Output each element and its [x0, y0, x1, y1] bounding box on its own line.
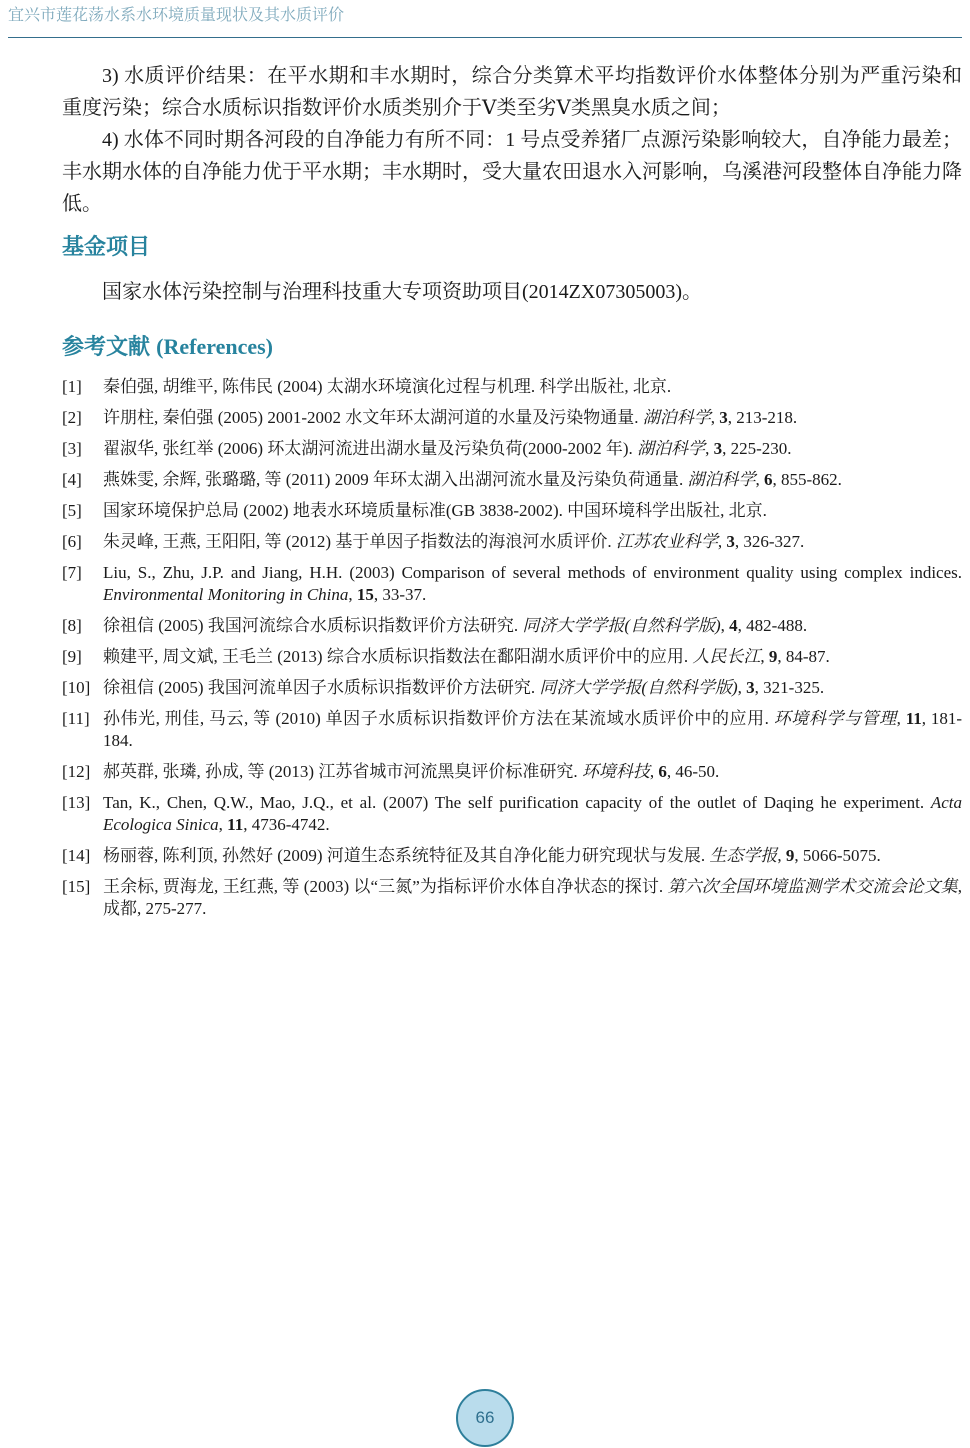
reference-label: [9]: [62, 647, 82, 666]
reference-label: [4]: [62, 470, 82, 489]
reference-label: [7]: [62, 563, 82, 582]
reference-text: 秦伯强, 胡维平, 陈伟民 (2004) 太湖水环境演化过程与机理. 科学出版社, 北京.: [103, 377, 672, 396]
reference-item: [62, 876, 962, 920]
reference-item: [62, 708, 962, 752]
reference-text: 燕姝雯, 余辉, 张璐璐, 等 (2011) 2009 年环太湖入出湖河流水量及污染负荷通量. 湖泊科学, 6, 855-862.: [103, 470, 842, 489]
reference-text: 孙伟光, 刑佳, 马云, 等 (2010) 单因子水质标识指数评价方法在某流域水质评价中的应用. 环境科学与管理, 11, 181-184.: [103, 709, 963, 750]
reference-item: [62, 376, 962, 398]
reference-label: [3]: [62, 439, 82, 458]
conclusion-paragraph-4: 4) 水体不同时期各河段的自净能力有所不同：1 号点受养猪厂点源污染影响较大，自净能力最差；丰水期水体的自净能力优于平水期；丰水期时，受大量农田退水入河影响，乌溪港河段整体自净能力降低。: [62, 129, 962, 215]
reference-item: [62, 845, 962, 867]
reference-text: 许朋柱, 秦伯强 (2005) 2001-2002 水文年环太湖河道的水量及污染物通量. 湖泊科学, 3, 213-218.: [103, 408, 798, 427]
references-heading-en: (References): [156, 334, 273, 359]
reference-label: [2]: [62, 408, 82, 427]
reference-text: 翟淑华, 张红举 (2006) 环太湖河流进出湖水量及污染负荷(2000-2002 年). 湖泊科学, 3, 225-230.: [103, 439, 792, 458]
references-heading-cn: 参考文献: [62, 334, 151, 359]
running-title: 宜兴市莲花荡水系水环境质量现状及其水质评价: [8, 7, 345, 24]
reference-label: [6]: [62, 532, 82, 551]
page-number: 66: [475, 1408, 495, 1427]
reference-item: [62, 562, 962, 606]
references-section-heading: [62, 334, 962, 360]
reference-item: [62, 646, 962, 668]
funding-section-heading: 基金项目: [62, 234, 151, 259]
reference-label: [12]: [62, 762, 91, 781]
reference-text: 杨丽蓉, 陈利顶, 孙然好 (2009) 河道生态系统特征及其自净化能力研究现状与发展. 生态学报, 9, 5066-5075.: [103, 846, 881, 865]
reference-text: 徐祖信 (2005) 我国河流单因子水质标识指数评价方法研究. 同济大学学报(自然科学版), 3, 321-325.: [103, 678, 825, 697]
reference-item: [62, 500, 962, 522]
reference-text: 国家环境保护总局 (2002) 地表水环境质量标准(GB 3838-2002). 中国环境科学出版社, 北京.: [103, 501, 767, 520]
reference-item: [62, 792, 962, 836]
reference-item: [62, 469, 962, 491]
reference-item: [62, 407, 962, 429]
conclusion-paragraph-3: 3) 水质评价结果：在平水期和丰水期时，综合分类算术平均指数评价水体整体分别为严重污染和重度污染；综合水质标识指数评价水质类别介于Ⅴ类至劣Ⅴ类黑臭水质之间；: [62, 65, 962, 119]
reference-item: [62, 438, 962, 460]
reference-label: [14]: [62, 846, 91, 865]
reference-text: 朱灵峰, 王燕, 王阳阳, 等 (2012) 基于单因子指数法的海浪河水质评价. 江苏农业科学, 3, 326-327.: [103, 532, 805, 551]
reference-label: [5]: [62, 501, 82, 520]
reference-item: [62, 761, 962, 783]
reference-label: [11]: [62, 709, 90, 728]
page-body: [62, 60, 962, 920]
reference-label: [1]: [62, 377, 82, 396]
reference-text: 徐祖信 (2005) 我国河流综合水质标识指数评价方法研究. 同济大学学报(自然科学版), 4, 482-488.: [103, 616, 808, 635]
reference-text: Tan, K., Chen, Q.W., Mao, J.Q., et al. (2007) The self purification capacity of the outlet of Daqing he experiment. Acta Ecologica Sinica, 11, 4736-4742.: [103, 793, 962, 834]
reference-text: 王余标, 贾海龙, 王红燕, 等 (2003) 以“三氮”为指标评价水体自净状态的探讨. 第六次全国环境监测学术交流会论文集, 成都, 275-277.: [103, 877, 963, 918]
reference-item: [62, 531, 962, 553]
reference-label: [13]: [62, 793, 91, 812]
references-list: [62, 376, 962, 920]
reference-label: [8]: [62, 616, 82, 635]
reference-text: 赖建平, 周文斌, 王毛兰 (2013) 综合水质标识指数法在鄱阳湖水质评价中的应用. 人民长江, 9, 84-87.: [103, 647, 830, 666]
reference-item: [62, 615, 962, 637]
reference-item: [62, 677, 962, 699]
page-number-badge: [456, 1389, 514, 1447]
page-header: [8, 0, 962, 38]
reference-text: Liu, S., Zhu, J.P. and Jiang, H.H. (2003) Comparison of several methods of environment quality using complex indices. Environmental Monitoring in China, 15, 33-37.: [103, 563, 962, 604]
reference-text: 郝英群, 张璘, 孙成, 等 (2013) 江苏省城市河流黑臭评价标准研究. 环境科技, 6, 46-50.: [103, 762, 720, 781]
reference-label: [15]: [62, 877, 91, 896]
reference-label: [10]: [62, 678, 91, 697]
funding-text: 国家水体污染控制与治理科技重大专项资助项目(2014ZX07305003)。: [102, 281, 702, 303]
